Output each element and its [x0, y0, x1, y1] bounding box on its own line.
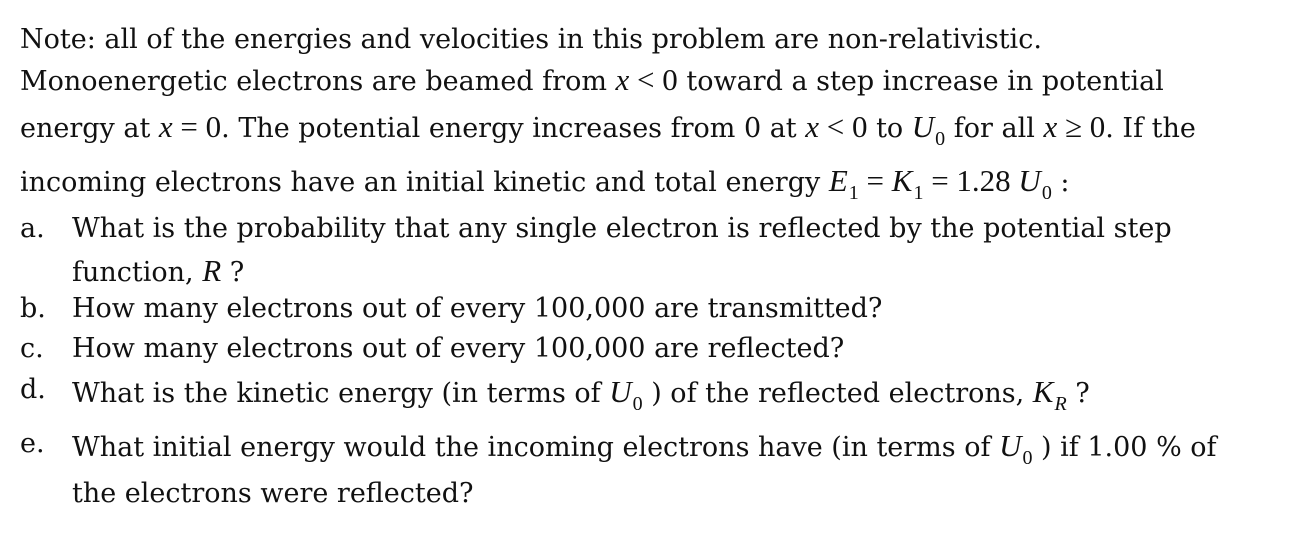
item-text: ? — [221, 257, 245, 288]
math-subscript: 0 — [1041, 182, 1052, 204]
note-line — [20, 26, 1042, 53]
math-variable: R — [202, 253, 222, 288]
math-variable: U — [1010, 163, 1041, 198]
item-text: What initial energy would the incoming electrons have (in terms of — [72, 432, 1000, 463]
math-subscript: 1 — [848, 182, 859, 204]
intro-text: toward a step increase in potential — [677, 66, 1164, 97]
math-operator: = — [923, 163, 957, 198]
intro-text: . The potential energy increases from 0 at — [221, 113, 806, 144]
math-subscript: 0 — [1022, 447, 1033, 469]
math-operator: ≥ — [1057, 109, 1090, 144]
math-variable: E — [828, 163, 848, 198]
math-variable: U — [999, 428, 1022, 463]
intro-text: : — [1051, 167, 1070, 198]
math-subscript: 0 — [935, 128, 946, 150]
math-number: 0 — [1089, 109, 1106, 144]
intro-text: incoming electrons have an initial kinetic and total energy — [20, 167, 829, 198]
math-variable: K — [891, 163, 913, 198]
math-subscript: 1 — [913, 182, 924, 204]
item-marker: c. — [20, 333, 44, 364]
math-variable: U — [911, 109, 935, 144]
item-marker: a. — [20, 213, 45, 244]
intro-text: for all — [945, 113, 1044, 144]
item-e-line-1 — [72, 428, 1217, 469]
math-operator: = — [172, 109, 206, 144]
item-text: What is the kinetic energy (in terms of — [72, 378, 610, 409]
item-text: ) of the reflected electrons, — [642, 378, 1033, 409]
intro-line-3 — [20, 109, 1196, 150]
item-text: ) if 1.00 % of — [1032, 432, 1217, 463]
intro-line-2 — [20, 64, 1164, 95]
item-a-line-2 — [72, 255, 244, 286]
math-operator: = — [858, 163, 892, 198]
math-operator: < — [629, 62, 663, 97]
item-e-line-2: the electrons were reflected? — [72, 478, 474, 509]
item-text: function, — [72, 257, 203, 288]
item-marker: e. — [20, 428, 45, 459]
math-subscript: R — [1054, 393, 1067, 415]
math-number: 1.28 — [956, 163, 1011, 198]
math-variable: U — [609, 374, 632, 409]
intro-text: to — [867, 113, 912, 144]
item-marker: d. — [20, 374, 46, 405]
math-variable: K — [1032, 374, 1054, 409]
math-variable: x — [1043, 109, 1058, 144]
item-text: ? — [1066, 378, 1090, 409]
intro-text: energy at — [20, 113, 159, 144]
intro-line-4 — [20, 163, 1070, 204]
math-number: 0 — [852, 109, 868, 144]
item-c-text: How many electrons out of every 100,000 are reflected? — [72, 333, 845, 364]
item-b-text: How many electrons out of every 100,000 are transmitted? — [72, 293, 883, 324]
math-number: 0 — [205, 109, 222, 144]
math-subscript: 0 — [632, 393, 643, 415]
item-d-text — [72, 374, 1090, 415]
item-marker: b. — [20, 293, 46, 324]
note-text: Note: all of the energies and velocities in this problem are non-relativistic. — [20, 24, 1042, 55]
intro-text: Monoenergetic electrons are beamed from — [20, 66, 616, 97]
intro-text: . If the — [1105, 113, 1196, 144]
math-variable: x — [615, 62, 630, 97]
math-variable: x — [158, 109, 173, 144]
math-number: 0 — [662, 62, 678, 97]
item-a-line-1: What is the probability that any single electron is reflected by the potential step — [72, 213, 1172, 244]
math-operator: < — [819, 109, 852, 144]
math-variable: x — [805, 109, 820, 144]
